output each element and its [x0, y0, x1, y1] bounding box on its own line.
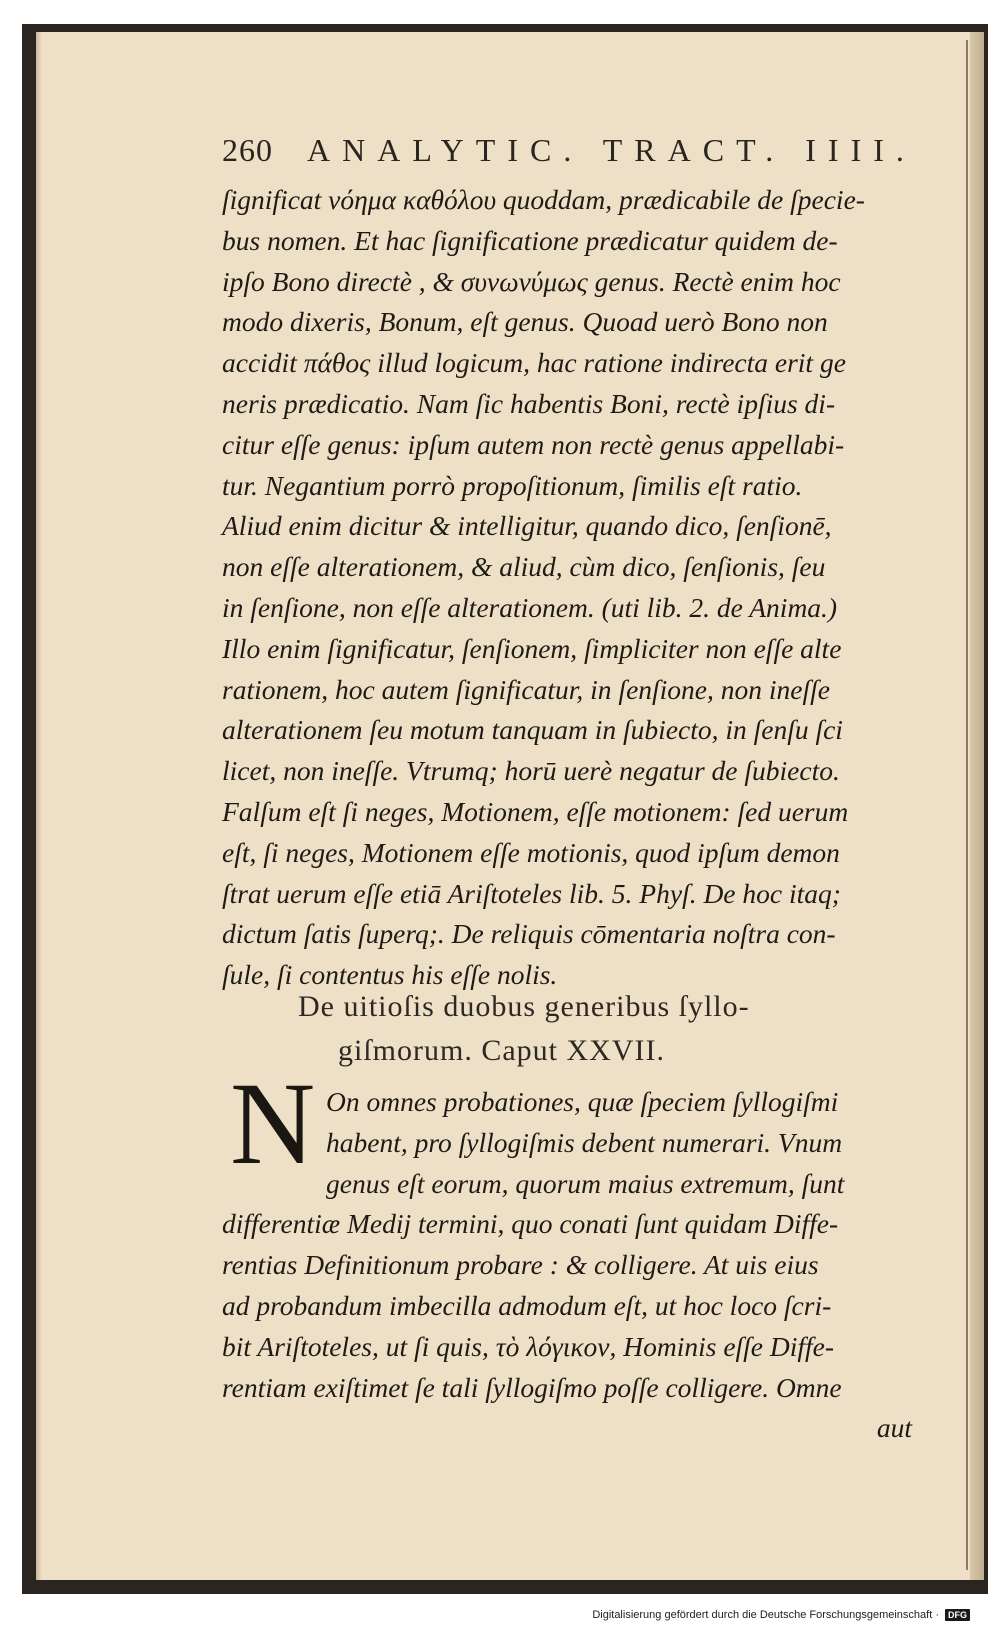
dfg-logo-icon: DFG — [945, 1609, 970, 1621]
text-line: citur eſſe genus: ipſum autem non rectè genus appellabi- — [222, 428, 845, 460]
text-line: alterationem ſeu motum tanquam in ſubiecto, in ſenſu ſci — [222, 714, 843, 746]
text-line: ſignificat νόημα καθόλου quoddam, prædicabile de ſpecie- — [222, 184, 865, 215]
text-line: ad probandum imbecilla admodum eſt, ut hoc loco ſcri- — [222, 1289, 832, 1321]
chapter-heading — [298, 985, 918, 1073]
text-line: ipſo Bono directè , & συνωνύμως genus. Rectè enim hoc — [222, 265, 841, 297]
text-line: neris prædicatio. Nam ſic habentis Boni, rectè ipſius di- — [222, 387, 836, 419]
text-line: rationem, hoc autem ſignificatur, in ſenſione, non ineſſe — [222, 673, 830, 705]
running-head — [222, 132, 922, 178]
text-line: licet, non ineſſe. Vtrumq; horū uerè negatur de ſubiecto. — [222, 755, 840, 787]
text-line: habent, pro ſyllogiſmis debent numerari. Vnum — [326, 1126, 843, 1158]
text-line: On omnes probationes, quæ ſpeciem ſyllogiſmi — [326, 1086, 839, 1117]
text-line: in ſenſione, non eſſe alterationem. (uti lib. 2. de Anima.) — [222, 591, 838, 623]
text-line: rentiam exiſtimet ſe tali ſyllogiſmo poſſe colligere. Omne — [222, 1371, 842, 1403]
text-line: Illo enim ſignificatur, ſenſionem, ſimpliciter non eſſe alte — [222, 632, 842, 664]
chapter-heading-line: giſmorum. Caput XXVII. — [338, 1034, 665, 1067]
chapter-heading-line: De uitioſis duobus generibus ſyllo- — [298, 990, 750, 1023]
running-title: ANALYTIC. TRACT. IIII. — [307, 132, 916, 168]
text-line: differentiæ Medij termini, quo conati ſunt quidam Diffe- — [222, 1208, 839, 1240]
text-line: Aliud enim dicitur & intelligitur, quando dico, ſenſionē, — [222, 510, 832, 542]
chapter-text — [222, 1082, 932, 1449]
page-left-edge — [36, 32, 42, 1580]
text-line: bus nomen. Et hac ſignificatione prædicatur quidem de- — [222, 224, 838, 256]
text-line: ſtrat uerum eſſe etiā Ariſtoteles lib. 5. Phyſ. De hoc itaq; — [222, 877, 841, 909]
text-line: non eſſe alterationem, & aliud, cùm dico, ſenſionis, ſeu — [222, 551, 826, 583]
catchword: aut — [876, 1412, 912, 1444]
text-line: genus eſt eorum, quorum maius extremum, ſunt — [326, 1167, 845, 1199]
text-line: rentias Definitionum probare : & colligere. At uis eius — [222, 1249, 819, 1281]
digitization-footer — [592, 1606, 970, 1624]
text-line: Falſum eſt ſi neges, Motionem, eſſe motionem: ſed uerum — [222, 795, 849, 827]
text-line: bit Ariſtoteles, ut ſi quis, τὸ λόγικον, Hominis eſſe Diffe- — [222, 1330, 835, 1362]
body-text — [222, 180, 932, 996]
page-number: 260 — [222, 132, 273, 168]
text-line: tur. Negantium porrò propoſitionum, ſimilis eſt ratio. — [222, 469, 803, 501]
text-line: modo dixeris, Bonum, eſt genus. Quoad uerò Bono non — [222, 306, 828, 338]
footer-text: Digitalisierung gefördert durch die Deutsche Forschungsgemeinschaft · — [592, 1609, 939, 1621]
text-line: ſule, ſi contentus his eſſe nolis. — [222, 959, 558, 991]
text-line: eſt, ſi neges, Motionem eſſe motionis, quod ipſum demon — [222, 836, 840, 868]
drop-cap: N — [230, 1058, 316, 1189]
text-line: dictum ſatis ſuperq;. De reliquis cōmentaria noſtra con- — [222, 918, 836, 950]
page-gutter-line — [966, 40, 968, 1570]
text-line: accidit πάθος illud logicum, hac ratione indirecta erit ge — [222, 347, 846, 379]
page-right-edge — [970, 32, 984, 1580]
